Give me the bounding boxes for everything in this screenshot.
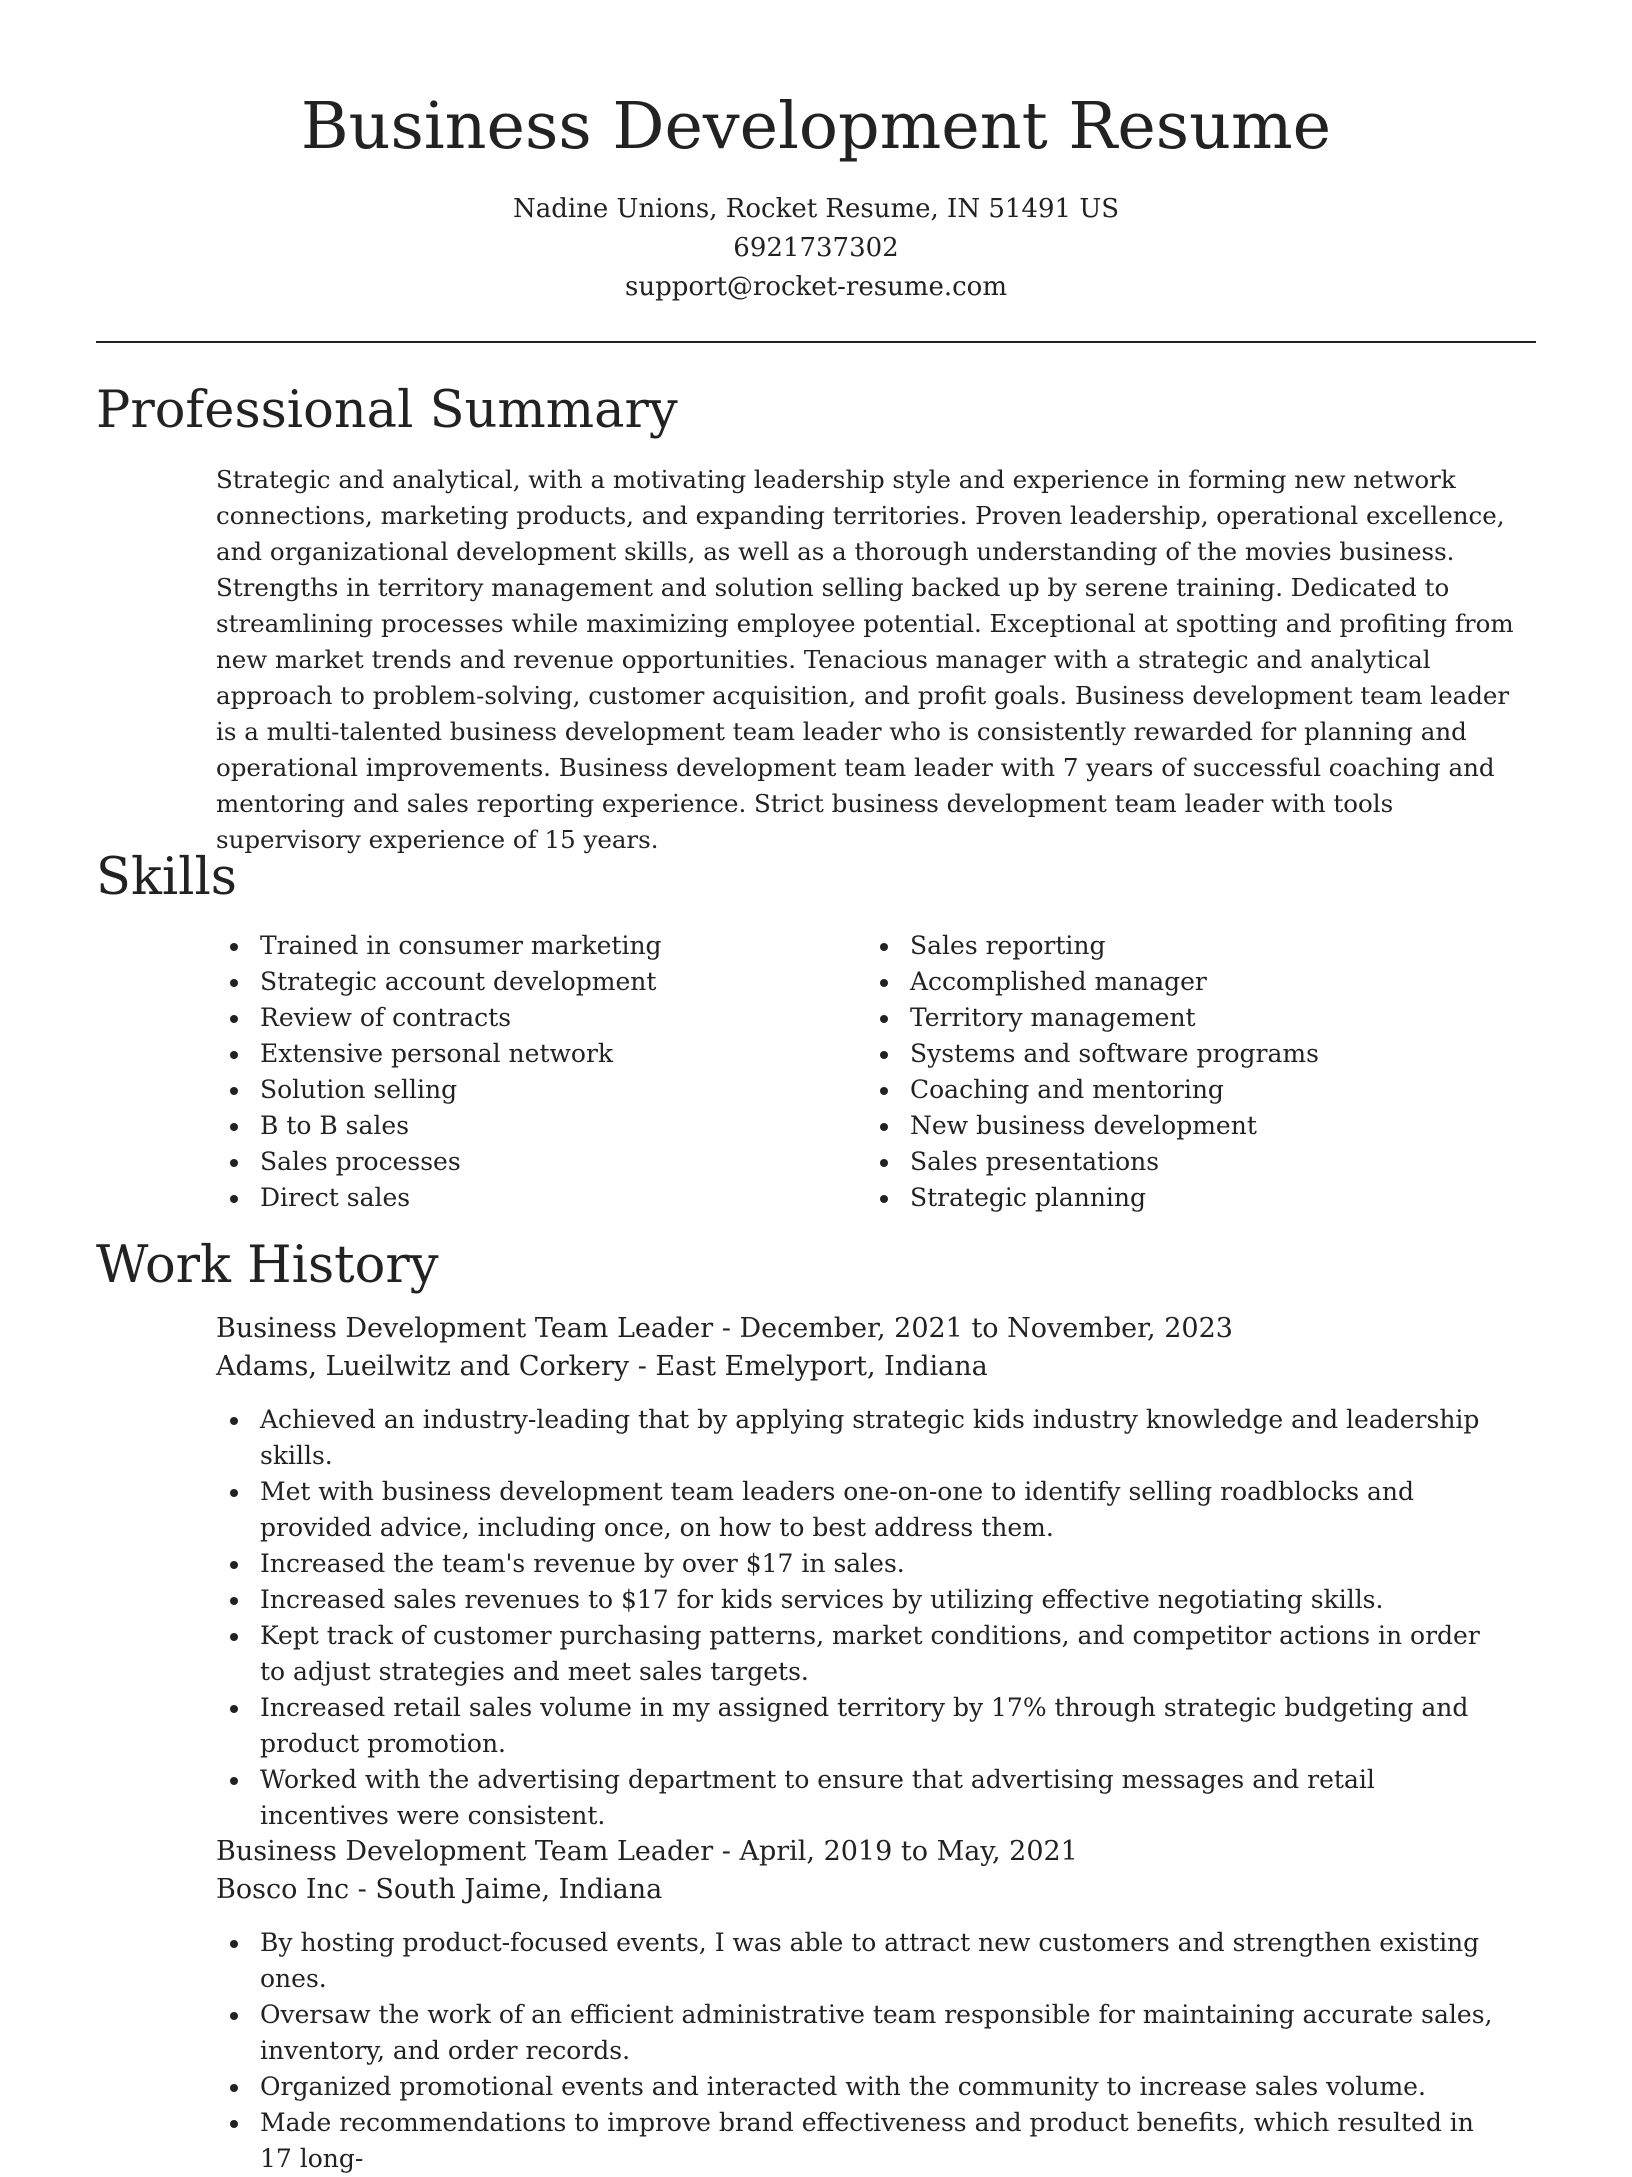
job-bullet: Oversaw the work of an efficient administrative team responsible for maintaining accurate sales, inventory, and order records. — [216, 1997, 1510, 2069]
job-bullet: Increased the team's revenue by over $17 in sales. — [216, 1546, 1510, 1582]
job-entry — [216, 1310, 1536, 1834]
skill-item: Strategic planning — [866, 1180, 1486, 1216]
skill-item: Solution selling — [216, 1072, 836, 1108]
job-bullet: Met with business development team leaders one-on-one to identify selling roadblocks and provided advice, including once, on how to best address them. — [216, 1474, 1510, 1546]
skill-item: Coaching and mentoring — [866, 1072, 1486, 1108]
header-divider — [96, 341, 1536, 343]
skills-heading: Skills — [96, 848, 237, 907]
skills-list-left — [216, 928, 836, 1216]
contact-phone: 6921737302 — [733, 233, 899, 263]
contact-address: Nadine Unions, Rocket Resume, IN 51491 US — [512, 194, 1120, 224]
skill-item: Trained in consumer marketing — [216, 928, 836, 964]
skill-item: Strategic account development — [216, 964, 836, 1000]
job-bullet-list — [216, 1925, 1536, 2177]
skill-item: B to B sales — [216, 1108, 836, 1144]
summary-text: Strategic and analytical, with a motivating leadership style and experience in forming new network connections, marketing products, and expanding territories. Proven leadership, operational excellence, and organizational development skills, as well as a thorough understanding of the movies business. Strengths in territory management and solution selling backed up by serene training. Dedicated to streamlining processes while maximizing employee potential. Exceptional at spotting and profiting from new market trends and revenue opportunities. Tenacious manager with a strategic and analytical approach to problem-solving, customer acquisition, and profit goals. Business development team leader is a multi-talented business development team leader who is consistently rewarded for planning and operational improvements. Business development team leader with 7 years of successful coaching and mentoring and sales reporting experience. Strict business development team leader with tools supervisory experience of 15 years. — [216, 465, 1514, 854]
job-company-line: Adams, Lueilwitz and Corkery - East Emelyport, Indiana — [216, 1351, 988, 1382]
contact-block — [0, 190, 1632, 307]
summary-heading: Professional Summary — [96, 381, 678, 440]
resume-title: Business Development Resume — [300, 89, 1332, 164]
job-bullet: Increased sales revenues to $17 for kids services by utilizing effective negotiating skills. — [216, 1582, 1510, 1618]
skill-item: Systems and software programs — [866, 1036, 1486, 1072]
skill-item: Territory management — [866, 1000, 1486, 1036]
job-bullet: Increased retail sales volume in my assigned territory by 17% through strategic budgeting and product promotion. — [216, 1690, 1510, 1762]
job-bullet: Worked with the advertising department to ensure that advertising messages and retail incentives were consistent. — [216, 1762, 1510, 1834]
job-bullet: By hosting product-focused events, I was able to attract new customers and strengthen existing ones. — [216, 1925, 1510, 1997]
job-bullet: Made recommendations to improve brand effectiveness and product benefits, which resulted in 17 long- — [216, 2105, 1510, 2177]
job-title-line: Business Development Team Leader - December, 2021 to November, 2023 — [216, 1313, 1233, 1344]
skill-item: Accomplished manager — [866, 964, 1486, 1000]
skill-item: Extensive personal network — [216, 1036, 836, 1072]
skill-item: Sales processes — [216, 1144, 836, 1180]
job-entry — [216, 1833, 1536, 2177]
job-bullet: Achieved an industry-leading that by applying strategic kids industry knowledge and leadership skills. — [216, 1402, 1510, 1474]
job-bullet: Kept track of customer purchasing patterns, market conditions, and competitor actions in order to adjust strategies and meet sales targets. — [216, 1618, 1510, 1690]
job-title-line: Business Development Team Leader - April, 2019 to May, 2021 — [216, 1836, 1078, 1867]
contact-email: support@rocket-resume.com — [624, 272, 1007, 302]
work-history-heading: Work History — [96, 1236, 439, 1295]
skill-item: New business development — [866, 1108, 1486, 1144]
skill-item: Sales presentations — [866, 1144, 1486, 1180]
job-company-line: Bosco Inc - South Jaime, Indiana — [216, 1874, 663, 1905]
job-bullet-list — [216, 1402, 1536, 1834]
job-bullet: Organized promotional events and interacted with the community to increase sales volume. — [216, 2069, 1510, 2105]
skills-list-right — [866, 928, 1486, 1216]
skill-item: Review of contracts — [216, 1000, 836, 1036]
skill-item: Direct sales — [216, 1180, 836, 1216]
skill-item: Sales reporting — [866, 928, 1486, 964]
